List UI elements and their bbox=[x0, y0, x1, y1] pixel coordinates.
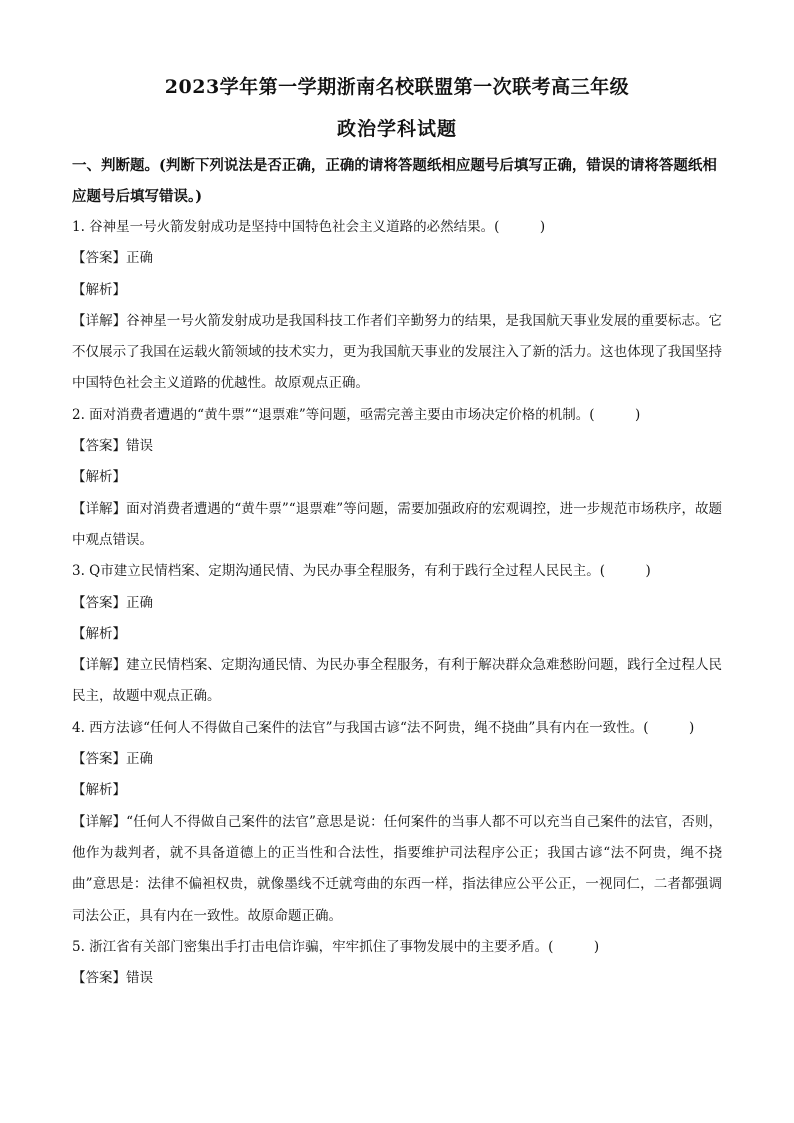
question-3-analysis-tag: 【解析】 bbox=[72, 625, 126, 642]
answer-tag: 【答案】 bbox=[72, 438, 126, 455]
question-3-answer bbox=[72, 588, 722, 619]
question-2-stem: 2. 面对消费者遭遇的“黄牛票”“退票难”等问题，亟需完善主要由市场决定价格的机制。( ) bbox=[72, 406, 641, 423]
answer-tag: 【答案】 bbox=[72, 250, 126, 267]
answer-tag: 【答案】 bbox=[72, 970, 126, 987]
detail-text: 建立民情档案、定期沟通民情、为民办事全程服务，有利于解决群众急难愁盼问题，践行全过程人民民主，故题中观点正确。 bbox=[72, 657, 723, 705]
answer-value: 错误 bbox=[126, 438, 153, 455]
exam-title: 2023学年第一学期浙南名校联盟第一次联考高三年级 bbox=[164, 76, 630, 98]
question-4-detail bbox=[72, 807, 722, 932]
detail-text: 谷神星一号火箭发射成功是我国科技工作者们辛勤努力的结果，是我国航天事业发展的重要标志。它不仅展示了我国在运载火箭领域的技术实力，更为我国航天事业的发展注入了新的活力。这也体现了我国坚持中国特色社会主义道路的优越性。故原观点正确。 bbox=[72, 312, 723, 392]
question-2-answer bbox=[72, 431, 722, 462]
question-4-answer bbox=[72, 744, 722, 775]
question-2-detail bbox=[72, 494, 722, 557]
question-1-detail bbox=[72, 306, 722, 400]
question-1-stem: 1. 谷神星一号火箭发射成功是坚持中国特色社会主义道路的必然结果。( ) bbox=[72, 219, 546, 235]
detail-text: “任何人不得做自己案件的法官”意思是说：任何案件的当事人都不可以充当自己案件的法官，否则，他作为裁判者，就不具备道德上的正当性和合法性，指要维护司法程序公正；我国古谚“法不阿贵，绳不挠曲”意思是：法律不偏袒权贵，就像墨线不迁就弯曲的东西一样，指法律应公平公正，一视同仁，二者都强调司法公正，具有内在一致性。故原命题正确。 bbox=[72, 813, 722, 924]
answer-value: 正确 bbox=[126, 250, 153, 267]
question-list bbox=[72, 212, 722, 994]
answer-value: 错误 bbox=[126, 970, 153, 987]
question-1-answer bbox=[72, 243, 722, 274]
question-4-stem: 4. 西方法谚“任何人不得做自己案件的法官”与我国古谚“法不阿贵，绳不挠曲”具有内在一致性。( ) bbox=[72, 719, 695, 736]
answer-tag: 【答案】 bbox=[72, 751, 126, 768]
section-heading: 一、判断题。(判断下列说法是否正确，正确的请将答题纸相应题号后填写正确，错误的请将答题纸相应题号后填写错误。) bbox=[72, 157, 717, 205]
answer-value: 正确 bbox=[126, 594, 153, 611]
detail-tag: 【详解】 bbox=[72, 813, 127, 830]
question-2-analysis-tag: 【解析】 bbox=[72, 469, 126, 486]
question-3-detail bbox=[72, 650, 722, 713]
detail-tag: 【详解】 bbox=[72, 500, 127, 517]
question-5-stem: 5. 浙江省有关部门密集出手打击电信诈骗，牢牢抓住了事物发展中的主要矛盾。( ) bbox=[72, 938, 600, 955]
question-5-answer bbox=[72, 963, 722, 994]
exam-subtitle: 政治学科试题 bbox=[336, 118, 457, 140]
question-3-stem: 3. Q市建立民情档案、定期沟通民情、为民办事全程服务，有利于践行全过程人民民主。( ) bbox=[72, 563, 651, 580]
detail-tag: 【详解】 bbox=[72, 312, 127, 329]
question-1-analysis-tag: 【解析】 bbox=[72, 281, 126, 298]
answer-value: 正确 bbox=[126, 751, 153, 768]
detail-tag: 【详解】 bbox=[72, 657, 127, 674]
answer-tag: 【答案】 bbox=[72, 594, 126, 611]
detail-text: 面对消费者遭遇的“黄牛票”“退票难”等问题，需要加强政府的宏观调控，进一步规范市场秩序，故题中观点错误。 bbox=[72, 500, 723, 548]
question-4-analysis-tag: 【解析】 bbox=[72, 782, 126, 799]
